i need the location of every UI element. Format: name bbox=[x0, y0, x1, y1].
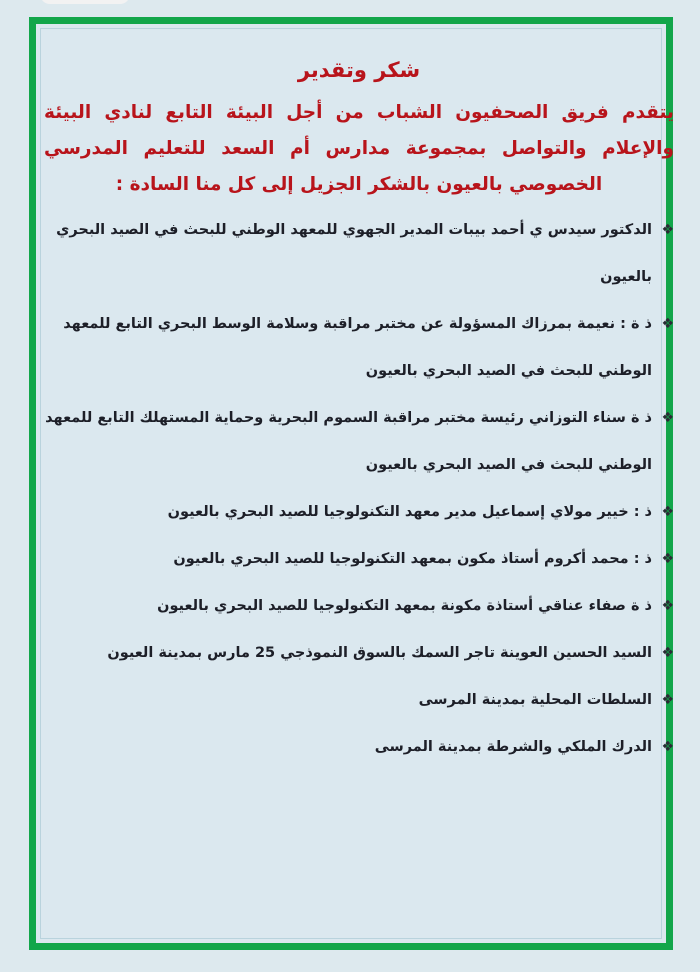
list-item bbox=[44, 630, 674, 677]
letter-content bbox=[44, 55, 674, 771]
diamond-bullet-icon: ❖ bbox=[661, 410, 674, 426]
top-edge-decoration bbox=[40, 0, 130, 4]
list-item bbox=[44, 207, 674, 301]
letter-title: شكر وتقدير bbox=[297, 58, 421, 82]
list-item-text: ذ : خيير مولاي إسماعيل مدير معهد التكنولوجيا للصيد البحري بالعيون bbox=[167, 504, 652, 520]
diamond-bullet-icon: ❖ bbox=[661, 316, 674, 332]
letter-intro: يتقدم فريق الصحفيون الشباب من أجل البيئة التابع لنادي البيئة والإعلام والتواصل بمجموعة مدارس أم السعد للتعليم المدرسي الخصوصي بالعيون بالشكر الجزيل إلى كل منا السادة : bbox=[44, 102, 674, 195]
list-item-text: الدكتور سيدس ي أحمد بيبات المدير الجهوي للمعهد الوطني للبحث في الصيد البحري بالعيون bbox=[56, 222, 652, 285]
list-item-text: ذ ة سناء التوزاني رئيسة مختبر مراقبة السموم البحرية وحماية المستهلك التابع للمعهد الوطني للبحث في الصيد البحري بالعيون bbox=[45, 410, 652, 473]
list-item-text: ذ ة صفاء عناقي أستاذة مكونة بمعهد التكنولوجيا للصيد البحري بالعيون bbox=[157, 598, 652, 614]
list-item-text: الدرك الملكي والشرطة بمدينة المرسى bbox=[374, 739, 652, 755]
list-item bbox=[44, 395, 674, 489]
list-item-text: ذ ة : نعيمة بمرزاك المسؤولة عن مختبر مراقبة وسلامة الوسط البحري التابع للمعهد الوطني للبحث في الصيد البحري بالعيون bbox=[63, 316, 652, 379]
diamond-bullet-icon: ❖ bbox=[661, 551, 674, 567]
list-item-text: السلطات المحلية بمدينة المرسى bbox=[418, 692, 652, 708]
list-item bbox=[44, 301, 674, 395]
list-item bbox=[44, 677, 674, 724]
diamond-bullet-icon: ❖ bbox=[661, 504, 674, 520]
thanks-list bbox=[44, 207, 674, 771]
diamond-bullet-icon: ❖ bbox=[661, 222, 674, 238]
list-item bbox=[44, 724, 674, 771]
list-item-text: السيد الحسين العوينة تاجر السمك بالسوق النموذجي 25 مارس بمدينة العيون bbox=[107, 645, 652, 661]
list-item bbox=[44, 536, 674, 583]
diamond-bullet-icon: ❖ bbox=[661, 739, 674, 755]
list-item-text: ذ : محمد أكروم أستاذ مكون بمعهد التكنولوجيا للصيد البحري بالعيون bbox=[173, 551, 652, 567]
diamond-bullet-icon: ❖ bbox=[661, 598, 674, 614]
diamond-bullet-icon: ❖ bbox=[661, 645, 674, 661]
diamond-bullet-icon: ❖ bbox=[661, 692, 674, 708]
list-item bbox=[44, 489, 674, 536]
list-item bbox=[44, 583, 674, 630]
